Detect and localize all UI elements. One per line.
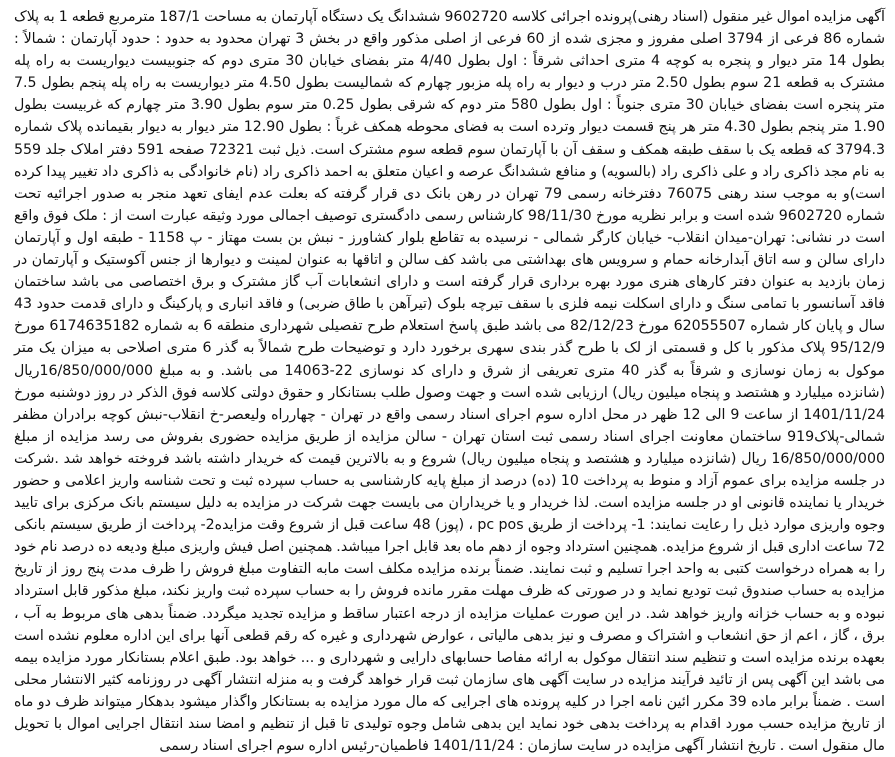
auction-notice-text: آگهی مزایده اموال غیر منقول (اسناد رهنی)پرونده اجرائی کلاسه 9602720 ششدانگ یک دستگاه آپارتمان به مساحت 187/1 مترمربع قطعه 1 به پلاک شماره 86 فرعی از 3794 اصلی مفروز و مجزی شده از 60 فرعی از اصلی مذکور واقع در بخش 3 تهران محدود به حدود : حدود آپارتمان : شمالاً : بطول 14 متر دیوار و پنجره به کوچه 4 متری احداثی شرقاً : اول بطول 4/40 متر بفضای خیابان 30 متری دوم که جنوبیست دیواریست به راه پله مشترک به قطعه 21 سوم بطول 2.50 متر درب و دیوار به راه پله مزبور چهارم که شمالیست بطول 4.50 متر دیواریست به راه پله پنجم بطول 7.5 متر پنجره است بفضای خیابان 30 متری جنوباً : اول بطول 580 متر دوم که شرقی بطول 0.25 متر سوم بطول 3.90 متر چهارم که غربیست بطول 1.90 متر پنجم بطول 4.30 متر هر پنج قسمت دیوار وترده است به فضای محوطه همکف غرباً : بطول 12.90 متر دیوار به دیوار بقیمانده پلاک شماره 3794.3 که قطعه یک با سقف طبقه همکف و سقف آن با آپارتمان سوم قطعه سوم مشترک است. ذیل ثبت 72321 صفحه 591 دفتر املاک جلد 559 به نام مجد ذاکری راد و علی ذاکری راد (بالسویه) و منافع ششدانگ عرصه و اعیان متعلق به احمد ذاکری راد (نام خانوادگی به ذاکری داد تغییر پیدا کرده است)و به موجب سند رهنی 76075 دفترخانه رسمی 79 تهران در رهن بانک دی قرار گرفته که بعلت عدم ایفای تعهد منجر به صدور اجرائیه تحت شماره 9602720 شده است و برابر نظریه مورخ 98/11/30 کارشناس رسمی دادگستری توصیف اجمالی مورد وثیقه عبارت است از : ملک فوق واقع است در نشانی: تهران-میدان انقلاب- خیابان کارگر شمالی - نرسیده به تقاطع بلوار کشاورز - نبش بن بست مهتاز - پ 1158 - طبقه اول و آپارتمان دارای سالن و سه اتاق آبدارخانه حمام و سرویس های بهداشتی می باشد کف سالن و اتاقها به عنوان لمینت و دیوارها از جنس آکوستیک و آپارتمان در زمان بازدید به عنوان دفتر کارهای هنری مورد بهره برداری قرار گرفته است و دارای انشعابات آب گاز مشترک و برق اختصاصی می باشد ساختمان فاقد آسانسور با تمامی سنگ و دارای اسکلت نیمه فلزی با سقف تیرچه بلوک (تیرآهن با طاق ضربی) و فاقد انباری و پارکینگ و دارای قدمت حدود 43 سال و پایان کار شماره 62055507 مورخ 82/12/23 می باشد طبق پاسخ استعلام طرح تفصیلی شهرداری منطقه 6 به شماره 6174635182 مورخ 95/12/9 پلاک مذکور با کل و قسمتی از لک با طرح گذر بندی سهری برخورد دارد و توضیحات طرح شمالاً به گذر 6 متری اصلاحی به میزان یک متر موکول به زمان نوسازی و شرقاً به گذر 40 متری تعریفی از شرق و دارای کد نوسازی 22-14063 می باشد. و به مبلغ 16/850/000/000ریال (شانزده میلیارد و هشتصد و پنجاه میلیون ریال) ارزیابی شده است و جهت وصول طلب بستانکار و حقوق دولتی کلاسه فوق الذکر در روز دوشنبه مورخ 1401/11/24 از ساعت 9 الی 12 ظهر در محل اداره سوم اجرای اسناد رسمی واقع در تهران - چهارراه ولیعصر-خ انقلاب-نبش کوچه برادران مظفر شمالی-پلاک919 ساختمان معاونت اجرای اسناد رسمی ثبت استان تهران - سالن مزایده از طریق مزایده حضوری بفروش می رسد مزایده از مبلغ 16/850/000/000 ریال (شانزده میلیارد و هشتصد و پنجاه میلیون ریال) شروع و به بالاترین قیمت که خریدار داشته باشد فروخته خواهد شد .شرکت در جلسه مزایده برای عموم آزاد و منوط به پرداخت 10 (ده) درصد از مبلغ پایه کارشناسی به حساب سپرده ثبت و تحت شناسه واریز اعلامی و حضور خریدار یا نماینده قانونی او در جلسه مزایده است. لذا خریدار و یا خریداران می بایست جهت شرکت در مزایده به دلیل سیستم بانک مرکزی برای تایید وجوه واریزی موارد ذیل را رعایت نمایند: 1- پرداخت از طریق pc pos ، (پوز) 48 ساعت قبل از شروع وقت مزایده2- پرداخت از طریق سیستم بانکی 72 ساعت اداری قبل از شروع مزایده. همچنین استرداد وجوه از دهم ماه بعد قابل اجرا میباشد. همچنین اصل فیش واریزی مبلغ ودیعه ده درصد نام خود را به همراه درخواست کتبی به واحد اجرا تسلیم و ثبت نمایند. ضمناً برنده مزایده مکلف است مابه التفاوت مبلغ فروش را ظرف مدت پنج روز از تاریخ مزایده به حساب صندوق ثبت تودیع نماید و در صورتی که ظرف مهلت مقرر مانده فروش را به حساب سپرده ثبت واریز نکند، مبلغ مذکور قابل استرداد نبوده و به حساب خزانه واریز خواهد شد. در این صورت عملیات مزایده از درجه اعتبار ساقط و مزایده تجدید میگردد. ضمناً بدهی های مربوط به آب ، برق ، گاز ، اعم از حق انشعاب و اشتراک و مصرف و نیز بدهی مالیاتی ، عوارض شهرداری و غیره که رقم قطعی آنها برای این اداره معلوم نشده است بعهده برنده مزایده است و تنظیم سند انتقال موکول به ارائه مفاصا حسابهای دارایی و شهرداری و ... خواهد بود. طبق اعلام بستانکار مورد مزایده بیمه می باشد این آگهی پس از تائید فرآیند مزایده در سایت آگهی های سازمان ثبت قرار خواهد گرفت و به منزله انتشار آگهی در روزنامه کثیر الانتشار محلی است . ضمناً برابر ماده 39 مکرر ائین نامه اجرا در کلیه پرونده های اجرایی که مال مورد مزایده به بستانکار واگذار میشود بدهکار میتواند ظرف دو ماه از تاریخ مزایده حسب مورد اقدام به پرداخت بدهی خود نماید این بدهی شامل وجوه تولیدی تا قبل از تنظیم و امضا سند انتقال اجرایی اموال با تحویل مال منقول است . تاریخ انتشار آگهی مزایده در سایت سازمان : 1401/11/24 فاطمیان-رئیس اداره سوم اجرای اسناد رسمی <box>14 9 886 755</box>
